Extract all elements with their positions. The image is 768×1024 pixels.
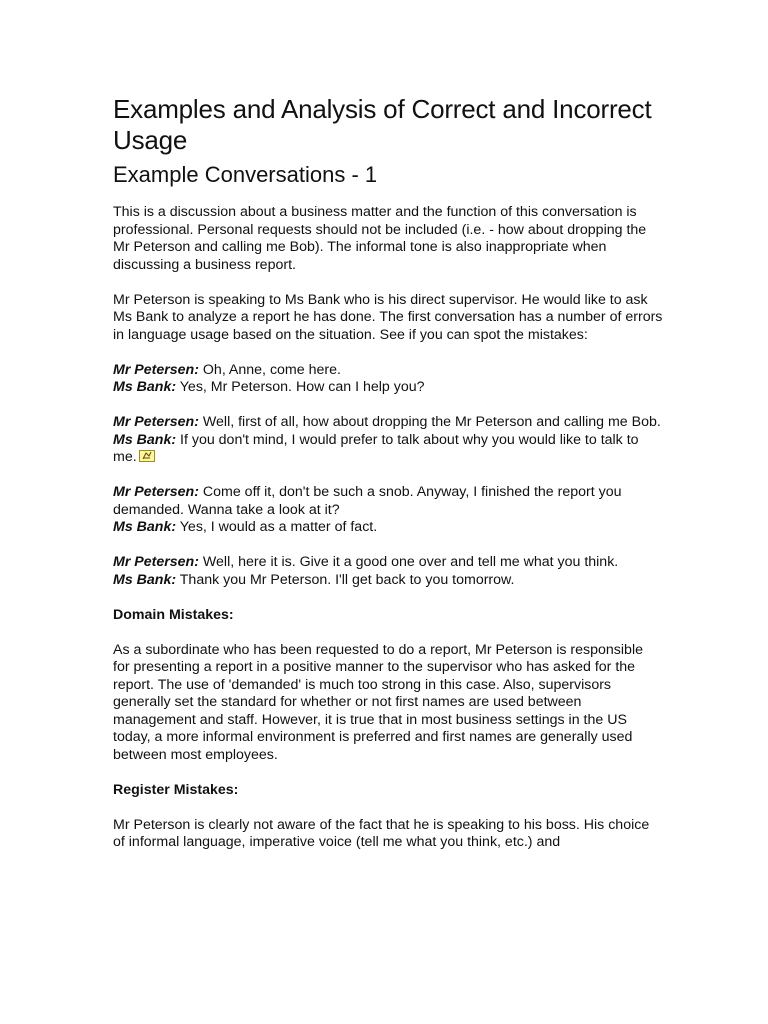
- document-subtitle: Example Conversations - 1: [113, 162, 378, 187]
- speaker-name: Ms Bank:: [113, 571, 177, 588]
- dialogue-text: Oh, Anne, come here.: [198, 361, 341, 378]
- dialogue-text: Well, first of all, how about dropping the Mr Peterson and calling me Bob.: [198, 414, 661, 430]
- dialogue-line: [113, 519, 663, 537]
- dialogue-text: Come off it, don't be such a snob. Anyway, I finished the report you demanded. Wanna take a look at it?: [113, 484, 622, 518]
- dialogue-line: [113, 379, 663, 397]
- sticky-note-icon[interactable]: [139, 450, 155, 462]
- dialogue-line: [113, 554, 663, 572]
- dialogue: [113, 362, 663, 590]
- speaker-name: Mr Petersen:: [113, 484, 199, 500]
- register-mistakes-heading: Register Mistakes:: [113, 781, 239, 798]
- speaker-name: Ms Bank:: [113, 431, 177, 448]
- document-page: [113, 94, 663, 869]
- register-mistakes-text: Mr Peterson is clearly not aware of the fact that he is speaking to his boss. His choice of informal language, imperative voice (tell me what you think, etc.) and: [113, 816, 650, 850]
- speaker-name: Ms Bank:: [113, 379, 177, 395]
- document-title: Examples and Analysis of Correct and Incorrect Usage: [113, 94, 652, 155]
- speaker-name: Mr Petersen:: [113, 554, 199, 570]
- dialogue-exchange-4: [113, 554, 663, 589]
- dialogue-exchange-1: [113, 362, 663, 397]
- dialogue-line: [113, 484, 663, 519]
- speaker-name: Mr Petersen:: [113, 361, 199, 378]
- speaker-name: Mr Petersen:: [113, 414, 199, 430]
- dialogue-line: [113, 414, 663, 432]
- domain-mistakes-text: As a subordinate who has been requested to do a report, Mr Peterson is responsible for presenting a report in a positive manner to the supervisor who has asked for the report. The use of 'demanded' is much too strong in this case. Also, supervisors generally set the standard for whether or not first names are used between management and staff. However, it is true that in most business settings in the US today, a more informal environment is preferred and first names are generally used between most employees.: [113, 641, 643, 763]
- dialogue-text: Well, here it is. Give it a good one over and tell me what you think.: [198, 554, 619, 570]
- dialogue-text: Thank you Mr Peterson. I'll get back to you tomorrow.: [176, 571, 515, 588]
- domain-mistakes-heading: Domain Mistakes:: [113, 606, 234, 623]
- intro-paragraph-1: This is a discussion about a business matter and the function of this conversation is professional. Personal requests should not be included (i.e. - how about dropping the Mr Peterson and calling me Bob). The informal tone is also inappropriate when discussing a business report.: [113, 204, 647, 273]
- dialogue-line: [113, 572, 663, 590]
- dialogue-text: Yes, I would as a matter of fact.: [176, 519, 378, 535]
- dialogue-exchange-3: [113, 484, 663, 537]
- dialogue-exchange-2: [113, 414, 663, 467]
- dialogue-line: [113, 432, 663, 467]
- dialogue-line: [113, 362, 663, 380]
- dialogue-text: Yes, Mr Peterson. How can I help you?: [176, 379, 425, 395]
- intro-paragraph-2: Mr Peterson is speaking to Ms Bank who is his direct supervisor. He would like to ask Ms Bank to analyze a report he has done. The first conversation has a number of errors in language usage based on the situation. See if you can spot the mistakes:: [113, 291, 663, 343]
- dialogue-text: If you don't mind, I would prefer to talk about why you would like to talk to me.: [113, 431, 639, 465]
- speaker-name: Ms Bank:: [113, 519, 177, 535]
